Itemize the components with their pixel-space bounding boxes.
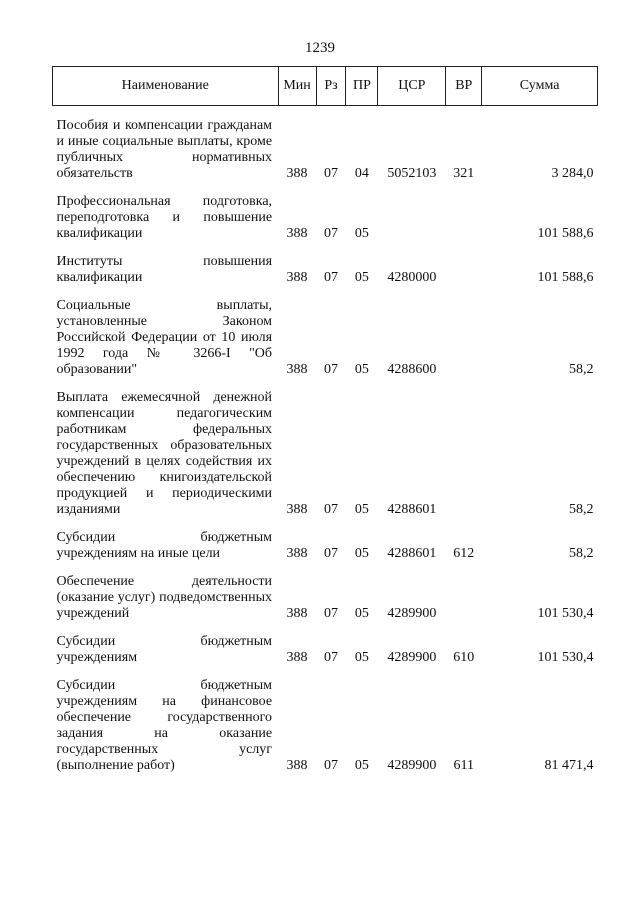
row-vr: 611 [453, 758, 475, 773]
row-name: Субсидии бюджетным учреждениям на иные цели [56, 530, 273, 561]
table-row [53, 116, 598, 182]
row-min: 388 [286, 650, 308, 665]
row-rz: 07 [323, 606, 338, 621]
page-number: 1239 [305, 40, 335, 56]
row-name: Пособия и компенсации гражданам и иные социальные выплаты, кроме публичных нормативных обязательств [56, 118, 273, 181]
row-vr [446, 296, 482, 378]
row-pr: 05 [354, 502, 369, 517]
row-rz: 07 [323, 546, 338, 561]
row-rz: 07 [323, 166, 338, 181]
table-row [53, 572, 598, 622]
row-vr [446, 192, 482, 242]
row-csr: 4288601 [387, 546, 437, 561]
budget-table [52, 66, 598, 774]
row-rz: 07 [323, 758, 338, 773]
row-min: 388 [286, 270, 308, 285]
table-body [53, 106, 598, 775]
row-name: Профессиональная подготовка, переподготовка и повышение квалификации [56, 194, 273, 241]
row-min: 388 [286, 362, 308, 377]
row-vr: 610 [453, 650, 475, 665]
header-rz: Рз [316, 67, 346, 106]
header-sum: Сумма [482, 67, 598, 106]
row-min: 388 [286, 166, 308, 181]
header-vr: ВР [446, 67, 482, 106]
row-min: 388 [286, 546, 308, 561]
row-rz: 07 [323, 226, 338, 241]
header-pr: ПР [346, 67, 378, 106]
row-pr: 05 [354, 226, 369, 241]
row-pr: 05 [354, 270, 369, 285]
row-sum: 58,2 [569, 362, 594, 377]
row-csr: 4288600 [387, 362, 437, 377]
table-row [53, 632, 598, 666]
row-csr: 4289900 [387, 650, 437, 665]
row-rz: 07 [323, 650, 338, 665]
table-row [53, 528, 598, 562]
row-vr: 612 [453, 546, 475, 561]
row-pr: 05 [354, 758, 369, 773]
row-name: Обеспечение деятельности (оказание услуг) подведомственных учреждений [56, 574, 273, 621]
row-csr: 4280000 [387, 270, 437, 285]
header-csr: ЦСР [378, 67, 446, 106]
row-name: Институты повышения квалификации [56, 254, 273, 285]
row-sum: 101 588,6 [537, 270, 594, 285]
row-csr: 4289900 [387, 758, 437, 773]
row-name: Социальные выплаты, установленные Законом Российской Федерации от 10 июля 1992 года № 3266-I "Об образовании" [56, 298, 273, 377]
row-name: Субсидии бюджетным учреждениям на финансовое обеспечение государственного задания на оказание государственных услуг (выполнение работ) [56, 678, 273, 773]
row-rz: 07 [323, 362, 338, 377]
table-header [53, 67, 598, 106]
row-rz: 07 [323, 270, 338, 285]
row-sum: 101 588,6 [537, 226, 594, 241]
row-sum: 101 530,4 [537, 650, 594, 665]
row-min: 388 [286, 502, 308, 517]
header-name: Наименование [53, 67, 279, 106]
header-min: Мин [278, 67, 316, 106]
table-row [53, 676, 598, 774]
row-name: Субсидии бюджетным учреждениям [56, 634, 273, 665]
row-csr: 5052103 [387, 166, 437, 181]
table-row [53, 192, 598, 242]
row-pr: 04 [354, 166, 369, 181]
table-row [53, 252, 598, 286]
row-min: 388 [286, 606, 308, 621]
row-sum: 3 284,0 [551, 166, 594, 181]
row-vr [446, 572, 482, 622]
row-name: Выплата ежемесячной денежной компенсации педагогическим работникам федеральных государственных образовательных учреждений в целях содействия их обеспечению книгоиздательской продукцией и периодическими изданиями [56, 390, 273, 517]
row-vr [446, 388, 482, 518]
table-row [53, 296, 598, 378]
row-csr [378, 192, 446, 242]
row-pr: 05 [354, 650, 369, 665]
row-rz: 07 [323, 502, 338, 517]
table-row [53, 388, 598, 518]
row-sum: 58,2 [569, 502, 594, 517]
row-pr: 05 [354, 362, 369, 377]
row-min: 388 [286, 758, 308, 773]
row-sum: 81 471,4 [544, 758, 594, 773]
row-sum: 101 530,4 [537, 606, 594, 621]
row-sum: 58,2 [569, 546, 594, 561]
row-vr [446, 252, 482, 286]
row-csr: 4289900 [387, 606, 437, 621]
row-pr: 05 [354, 606, 369, 621]
row-csr: 4288601 [387, 502, 437, 517]
row-vr: 321 [453, 166, 475, 181]
row-pr: 05 [354, 546, 369, 561]
row-min: 388 [286, 226, 308, 241]
